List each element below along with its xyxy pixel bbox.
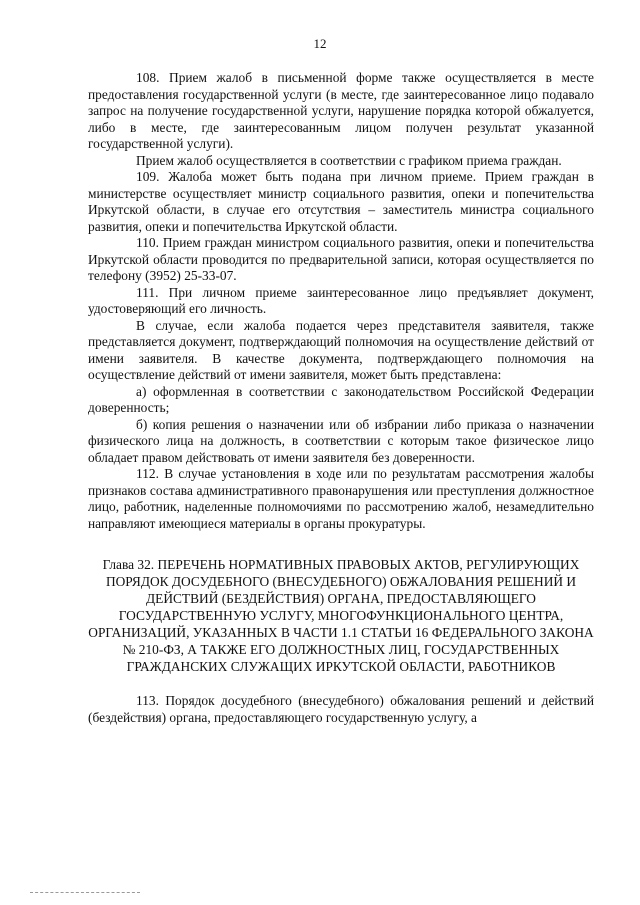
paragraph-111: 111. При личном приеме заинтересованное лицо предъявляет документ, удостоверяющий его личность. bbox=[88, 284, 594, 316]
paragraph-113: 113. Порядок досудебного (внесудебного) обжалования решений и действий (бездействия) органа, предоставляющего государственную услугу, а bbox=[88, 693, 594, 725]
chapter-heading: Глава 32. ПЕРЕЧЕНЬ НОРМАТИВНЫХ ПРАВОВЫХ АКТОВ, РЕГУЛИРУЮЩИХ ПОРЯДОК ДОСУДЕБНОГО (ВНЕСУДЕБНОГО) ОБЖАЛОВАНИЯ РЕШЕНИЙ И ДЕЙСТВИЙ (БЕЗДЕЙСТВИЯ) ОРГАНА, ПРЕДОСТАВЛЯЮЩЕГО ГОСУДАРСТВЕННУЮ УСЛУГУ, МНОГОФУНКЦИОНАЛЬНОГО ЦЕНТРА, ОРГАНИЗАЦИЙ, УКАЗАННЫХ В ЧАСТИ 1.1 СТАТЬИ 16 ФЕДЕРАЛЬНОГО ЗАКОНА № 210-ФЗ, А ТАКЖЕ ЕГО ДОЛЖНОСТНЫХ ЛИЦ, ГОСУДАРСТВЕННЫХ ГРАЖДАНСКИХ СЛУЖАЩИХ ИРКУТСКОЙ ОБЛАСТИ, РАБОТНИКОВ bbox=[88, 557, 594, 674]
page-number: 12 bbox=[313, 36, 327, 51]
paragraph-item-b: б) копия решения о назначении или об избрании либо приказа о назначении физического лица на должность, в соответствии с которым такое физическое лицо обладает правом действовать от имени заявителя без доверенности. bbox=[88, 416, 594, 465]
paragraph-109: 109. Жалоба может быть подана при личном приеме. Прием граждан в министерстве осуществляет министр социального развития, опеки и попечительства Иркутской области, в случае его отсутствия – заместитель министра социального развития, опеки и попечительства Иркутской области. bbox=[88, 169, 594, 234]
paragraph-representative: В случае, если жалоба подается через представителя заявителя, также представляется документ, подтверждающий полномочия на осуществление действий от имени заявителя. В качестве документа, подтверждающего полномочия на осуществление действий от имени заявителя, может быть представлена: bbox=[88, 317, 594, 382]
footer-divider bbox=[30, 892, 140, 893]
paragraph-108: 108. Прием жалоб в письменной форме также осуществляется в месте предоставления государственной услуги (в месте, где заинтересованное лицо подавало запрос на получение государственной услуги, нарушение порядка которой обжалуется, либо в месте, где заинтересованным лицом получен результат указанной государственной услуги). bbox=[88, 70, 594, 151]
paragraph-reception-schedule: Прием жалоб осуществляется в соответствии с графиком приема граждан. bbox=[136, 152, 562, 168]
paragraph-112: 112. В случае установления в ходе или по результатам рассмотрения жалобы признаков состава административного правонарушения или преступления должностное лицо, работник, наделенные полномочиями по рассмотрению жалоб, незамедлительно направляют имеющиеся материалы в органы прокуратуры. bbox=[88, 466, 594, 531]
document-body bbox=[88, 70, 594, 726]
paragraph-110: 110. Прием граждан министром социального развития, опеки и попечительства Иркутской области проводится по предварительной записи, которая осуществляется по телефону (3952) 25-33-07. bbox=[88, 235, 594, 283]
paragraph-item-a: а) оформленная в соответствии с законодательством Российской Федерации доверенность; bbox=[88, 383, 594, 415]
